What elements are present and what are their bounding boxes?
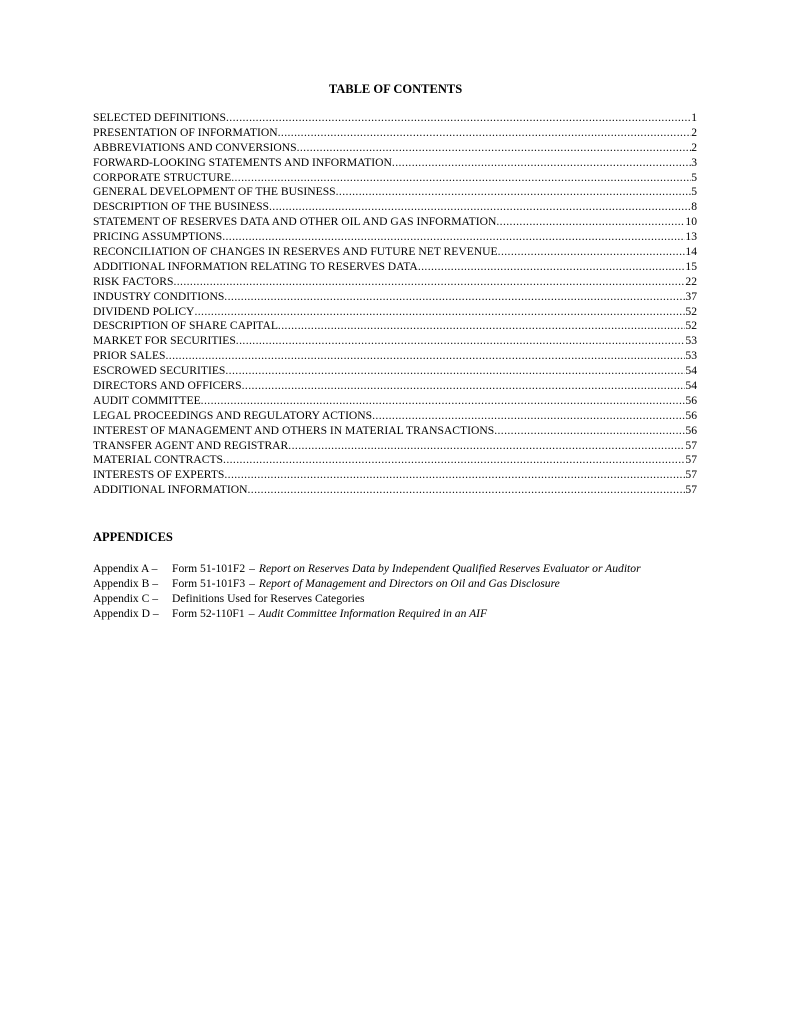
appendix-separator: – (249, 562, 255, 575)
toc-entry-label: RISK FACTORS (93, 274, 174, 288)
toc-dot-leader (372, 409, 685, 424)
toc-entry[interactable] (93, 424, 697, 439)
toc-dot-leader (223, 453, 685, 468)
toc-entry[interactable] (93, 215, 697, 230)
toc-entry[interactable] (93, 171, 697, 186)
toc-dot-leader (194, 305, 685, 320)
toc-dot-leader (269, 200, 691, 215)
appendix-key: Appendix C – (93, 592, 159, 605)
toc-dot-leader (418, 260, 686, 275)
toc-entry[interactable] (93, 141, 697, 156)
toc-entry-label: DESCRIPTION OF THE BUSINESS (93, 200, 269, 214)
appendix-form: Definitions Used for Reserves Categories (172, 592, 365, 605)
toc-dot-leader (231, 171, 691, 186)
toc-entry-label: LEGAL PROCEEDINGS AND REGULATORY ACTIONS (93, 408, 373, 422)
appendix-key: Appendix D – (93, 607, 159, 620)
toc-entry-label: RECONCILIATION OF CHANGES IN RESERVES AND FUTURE NET REVENUE (93, 245, 498, 259)
toc-entry-label: DIRECTORS AND OFFICERS (93, 379, 242, 393)
toc-entry[interactable] (93, 453, 697, 468)
toc-entry-page: 37 (685, 289, 697, 303)
toc-dot-leader (242, 379, 686, 394)
toc-entry[interactable] (93, 185, 697, 200)
toc-entry-page: 5 (691, 185, 697, 199)
toc-entry-label: FORWARD-LOOKING STATEMENTS AND INFORMATION (93, 155, 392, 169)
toc-entry-label: STATEMENT OF RESERVES DATA AND OTHER OIL AND GAS INFORMATION (93, 215, 497, 229)
appendix-entry (93, 591, 641, 606)
toc-entry[interactable] (93, 111, 697, 126)
toc-dot-leader (222, 230, 685, 245)
toc-entry-label: SELECTED DEFINITIONS (93, 111, 226, 124)
toc-entry-page: 52 (685, 304, 697, 318)
toc-entry[interactable] (93, 126, 697, 141)
toc-entry-page: 54 (685, 364, 697, 378)
toc-entry-page: 52 (685, 319, 697, 333)
toc-entry[interactable] (93, 290, 697, 305)
appendices-heading: APPENDICES (93, 530, 173, 544)
toc-list (93, 111, 697, 498)
appendix-form: Form 52-110F1 (172, 607, 245, 620)
toc-dot-leader (278, 126, 692, 141)
toc-entry-label: GENERAL DEVELOPMENT OF THE BUSINESS (93, 185, 336, 199)
toc-entry-label: INTERESTS OF EXPERTS (93, 468, 225, 482)
toc-entry-page: 57 (685, 453, 697, 467)
toc-entry[interactable] (93, 394, 697, 409)
toc-entry[interactable] (93, 245, 697, 260)
appendix-form: Form 51-101F2 (172, 562, 246, 575)
toc-dot-leader (247, 483, 685, 498)
toc-dot-leader (336, 185, 692, 200)
toc-dot-leader (494, 424, 685, 439)
toc-entry-page: 56 (685, 408, 697, 422)
toc-entry-page: 3 (691, 155, 697, 169)
toc-entry-label: INTEREST OF MANAGEMENT AND OTHERS IN MATERIAL TRANSACTIONS (93, 423, 495, 437)
toc-entry[interactable] (93, 409, 697, 424)
toc-entry[interactable] (93, 439, 697, 454)
appendix-entry (93, 576, 641, 591)
toc-entry-label: PRICING ASSUMPTIONS (93, 230, 223, 244)
toc-dot-leader (224, 468, 685, 483)
appendix-list (93, 561, 641, 621)
toc-entry-page: 10 (685, 215, 697, 229)
toc-entry-label: PRIOR SALES (93, 349, 166, 363)
toc-entry-page: 14 (685, 245, 697, 259)
toc-dot-leader (201, 394, 686, 409)
toc-dot-leader (297, 141, 692, 156)
toc-entry[interactable] (93, 349, 697, 364)
toc-dot-leader (225, 364, 685, 379)
toc-entry[interactable] (93, 379, 697, 394)
toc-entry-label: ABBREVIATIONS AND CONVERSIONS (93, 140, 297, 154)
toc-dot-leader (173, 275, 685, 290)
toc-entry-page: 57 (685, 468, 697, 482)
toc-entry-label: INDUSTRY CONDITIONS (93, 289, 225, 303)
appendix-entry (93, 561, 641, 576)
toc-entry-label: ADDITIONAL INFORMATION RELATING TO RESERVES DATA (93, 259, 418, 273)
toc-entry-page: 2 (691, 125, 697, 139)
appendix-description: Report of Management and Directors on Oil and Gas Disclosure (258, 577, 560, 590)
toc-entry[interactable] (93, 260, 697, 275)
toc-entry[interactable] (93, 334, 697, 349)
toc-entry-page: 54 (685, 379, 697, 393)
toc-dot-leader (236, 334, 686, 349)
toc-entry[interactable] (93, 230, 697, 245)
toc-entry-page: 5 (691, 170, 697, 184)
toc-entry[interactable] (93, 364, 697, 379)
toc-dot-leader (392, 156, 691, 171)
toc-entry-label: MATERIAL CONTRACTS (93, 453, 224, 467)
toc-entry-page: 57 (685, 438, 697, 452)
toc-dot-leader (278, 319, 685, 334)
toc-entry[interactable] (93, 319, 697, 334)
toc-entry[interactable] (93, 468, 697, 483)
toc-entry-label: DESCRIPTION OF SHARE CAPITAL (93, 319, 278, 333)
toc-entry-page: 2 (691, 140, 697, 154)
toc-title: TABLE OF CONTENTS (328, 82, 463, 96)
toc-entry-page: 56 (685, 393, 697, 407)
toc-entry-label: DIVIDEND POLICY (93, 304, 195, 318)
toc-entry[interactable] (93, 275, 697, 290)
toc-entry-page: 53 (685, 349, 697, 363)
toc-entry-label: MARKET FOR SECURITIES (93, 334, 236, 348)
toc-entry[interactable] (93, 200, 697, 215)
toc-entry-label: ESCROWED SECURITIES (93, 364, 226, 378)
toc-dot-leader (288, 439, 685, 454)
toc-entry-page: 56 (685, 423, 697, 437)
toc-entry[interactable] (93, 156, 697, 171)
toc-entry[interactable] (93, 483, 697, 498)
appendix-separator: – (249, 577, 255, 590)
appendix-entry (93, 606, 641, 621)
toc-entry-label: CORPORATE STRUCTURE (93, 170, 232, 184)
toc-entry-label: ADDITIONAL INFORMATION (93, 483, 248, 497)
appendix-key: Appendix A – (93, 562, 158, 575)
toc-entry-label: TRANSFER AGENT AND REGISTRAR (93, 438, 289, 452)
appendix-description: Report on Reserves Data by Independent Qualified Reserves Evaluator or Auditor (258, 562, 641, 575)
toc-entry[interactable] (93, 305, 697, 320)
toc-dot-leader (496, 215, 685, 230)
appendix-form: Form 51-101F3 (172, 577, 246, 590)
toc-entry-page: 22 (685, 274, 697, 288)
toc-entry-page: 13 (685, 230, 697, 244)
appendix-key: Appendix B – (93, 577, 159, 590)
appendix-description: Audit Committee Information Required in an AIF (258, 607, 488, 620)
toc-entry-page: 53 (685, 334, 697, 348)
toc-dot-leader (498, 245, 686, 260)
toc-entry-label: AUDIT COMMITTEE (93, 393, 201, 407)
toc-entry-page: 15 (685, 259, 697, 273)
toc-dot-leader (226, 111, 691, 126)
toc-entry-page: 8 (691, 200, 697, 214)
toc-dot-leader (165, 349, 685, 364)
toc-entry-label: PRESENTATION OF INFORMATION (93, 125, 278, 139)
appendix-separator: – (248, 607, 255, 620)
toc-entry-page: 1 (691, 111, 697, 124)
toc-dot-leader (224, 290, 685, 305)
toc-entry-page: 57 (685, 483, 697, 497)
